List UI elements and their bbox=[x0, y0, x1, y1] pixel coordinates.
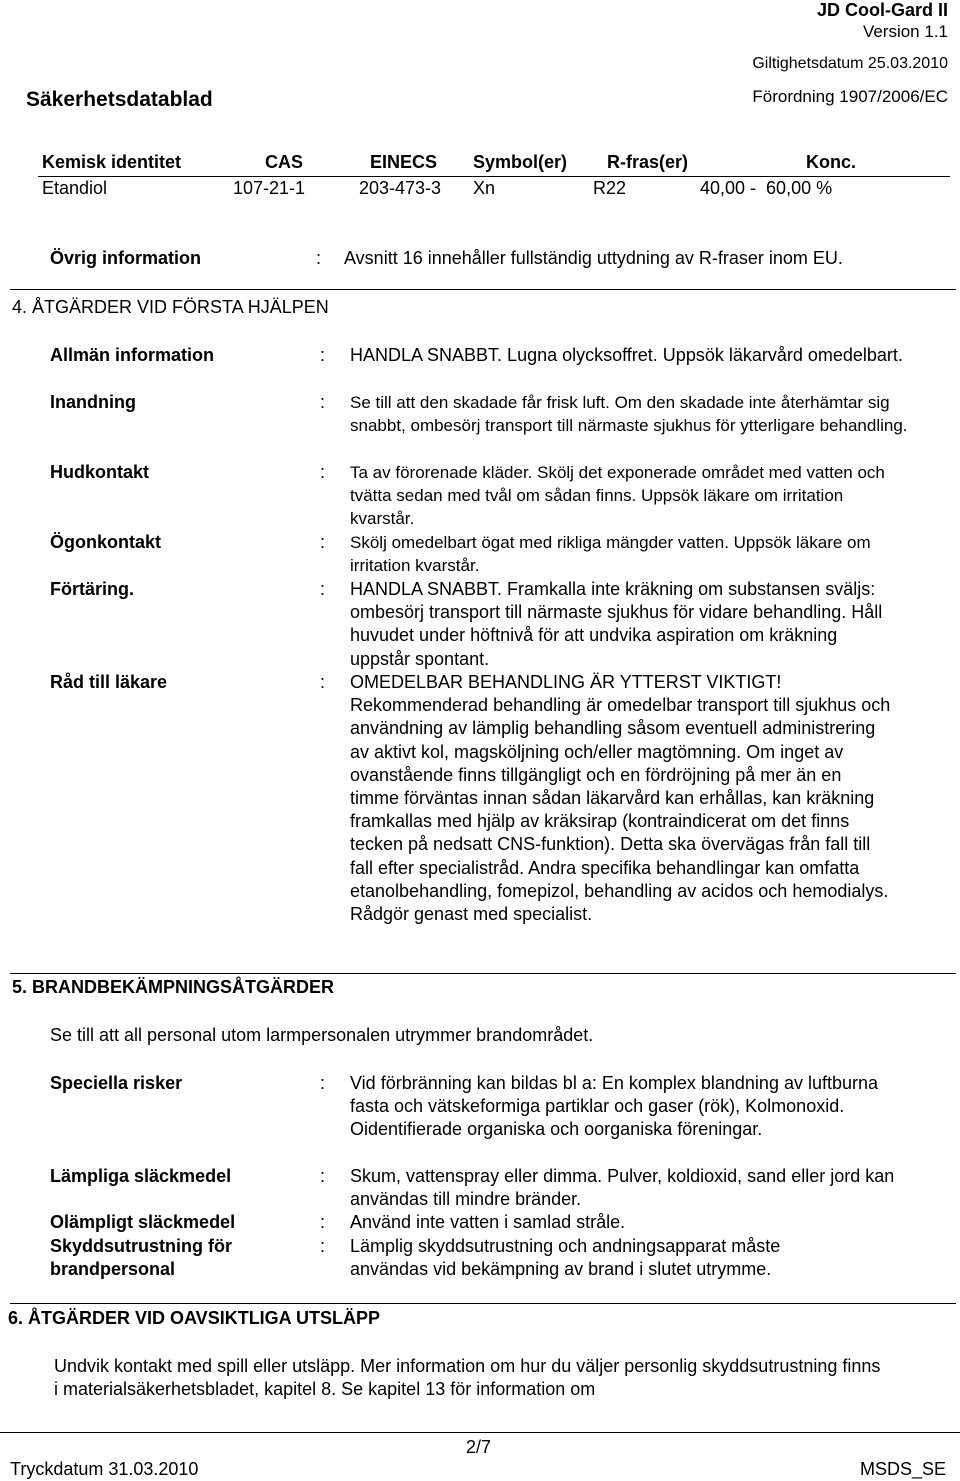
section6-text: Undvik kontakt med spill eller utsläpp. Mer information om hur du väljer personlig skyddsutrustning finns i materialsäkerhetsbladet, kapitel 8. Se kapitel 13 för information om bbox=[54, 1356, 881, 1400]
fire-text-suitable-media: Skum, vattenspray eller dimma. Pulver, koldioxid, sand eller jord kan användas till mindre bränder. bbox=[350, 1166, 895, 1210]
table-cell-identity: Etandiol bbox=[42, 178, 108, 198]
first-aid-colon: : bbox=[320, 462, 326, 482]
first-aid-label-inhalation: Inandning bbox=[50, 392, 136, 412]
table-divider bbox=[38, 176, 950, 177]
doc-title: Säkerhetsdatablad bbox=[26, 88, 213, 111]
section4-top-rule bbox=[10, 289, 956, 290]
first-aid-text-skin: Ta av förorenade kläder. Skölj det exponerade området med vatten och tvätta sedan med tvål om sådan finns. Uppsök läkare om irritation kvarstår. bbox=[350, 463, 885, 529]
fire-text-protective-equipment: Lämplig skyddsutrustning och andningsapparat måste användas vid bekämpning av brand i slutet utrymme. bbox=[350, 1236, 781, 1280]
first-aid-text-eye: Skölj omedelbart ögat med rikliga mängder vatten. Uppsök läkare om irritation kvarstår. bbox=[350, 533, 871, 576]
first-aid-label-physician: Råd till läkare bbox=[50, 672, 168, 692]
footer-rule bbox=[0, 1432, 960, 1433]
table-cell-einecs: 203-473-3 bbox=[359, 178, 442, 198]
first-aid-label-skin: Hudkontakt bbox=[50, 462, 149, 482]
fire-colon: : bbox=[320, 1073, 326, 1093]
table-header-symbol: Symbol(er) bbox=[473, 152, 568, 172]
print-date: Tryckdatum 31.03.2010 bbox=[10, 1459, 199, 1479]
first-aid-label-general: Allmän information bbox=[50, 345, 215, 365]
other-info-label: Övrig information bbox=[50, 248, 202, 268]
other-info-text: Avsnitt 16 innehåller fullständig uttydning av R-fraser inom EU. bbox=[344, 248, 843, 268]
table-header-identity: Kemisk identitet bbox=[42, 152, 182, 172]
table-cell-symbol: Xn bbox=[473, 178, 496, 198]
first-aid-colon: : bbox=[320, 392, 326, 412]
fire-text-unsuitable-media: Använd inte vatten i samlad stråle. bbox=[350, 1212, 626, 1232]
section5-title: 5. BRANDBEKÄMPNINGSÅTGÄRDER bbox=[12, 977, 335, 997]
page-number: 2/7 bbox=[466, 1437, 492, 1457]
fire-colon: : bbox=[320, 1166, 326, 1186]
fire-label-special-risks: Speciella risker bbox=[50, 1073, 183, 1093]
first-aid-label-ingestion: Förtäring. bbox=[50, 579, 134, 599]
table-header-cas: CAS bbox=[265, 152, 304, 172]
section4-title: 4. ÅTGÄRDER VID FÖRSTA HJÄLPEN bbox=[12, 297, 329, 317]
table-cell-rphrases: R22 bbox=[593, 178, 627, 198]
fire-colon: : bbox=[320, 1236, 326, 1256]
fire-label-unsuitable-media: Olämpligt släckmedel bbox=[50, 1212, 236, 1232]
section5-intro: Se till att all personal utom larmpersonalen utrymmer brandområdet. bbox=[50, 1025, 594, 1045]
section6-top-rule bbox=[10, 1303, 956, 1304]
version-label: Version 1.1 bbox=[862, 22, 948, 41]
other-info-colon: : bbox=[316, 248, 322, 268]
first-aid-text-ingestion: HANDLA SNABBT. Framkalla inte kräkning om substansen sväljs: ombesörj transport till närmaste sjukhus för vidare behandling. Håll huvudet under höftnivå för att undvika aspiration om kräkning uppstår spontant. bbox=[350, 579, 883, 669]
section6-title: 6. ÅTGÄRDER VID OAVSIKTLIGA UTSLÄPP bbox=[8, 1308, 381, 1328]
section5-top-rule bbox=[10, 973, 956, 974]
validity-date: Giltighetsdatum 25.03.2010 bbox=[752, 55, 948, 72]
first-aid-text-general: HANDLA SNABBT. Lugna olycksoffret. Uppsök läkarvård omedelbart. bbox=[350, 345, 903, 365]
product-name: JD Cool-Gard II bbox=[816, 0, 948, 20]
fire-label-suitable-media: Lämpliga släckmedel bbox=[50, 1166, 232, 1186]
regulation-label: Förordning 1907/2006/EC bbox=[752, 87, 948, 106]
fire-text-special-risks: Vid förbränning kan bildas bl a: En komplex blandning av luftburna fasta och vätskeformiga partiklar och gaser (rök), Kolmonoxid. Oidentifierade organiska och oorganiska föreningar. bbox=[350, 1073, 879, 1140]
table-header-conc: Konc. bbox=[806, 152, 857, 172]
first-aid-text-inhalation: Se till att den skadade får frisk luft. Om den skadade inte återhämtar sig snabbt, ombesörj transport till närmaste sjukhus för ytterligare behandling. bbox=[350, 393, 908, 436]
table-cell-conc: 40,00 - 60,00 % bbox=[700, 178, 833, 198]
table-header-einecs: EINECS bbox=[370, 152, 438, 172]
table-cell-cas: 107-21-1 bbox=[233, 178, 306, 198]
first-aid-text-physician: OMEDELBAR BEHANDLING ÄR YTTERST VIKTIGT! Rekommenderad behandling är omedelbar transport till sjukhus och användning av lämplig behandling såsom eventuell administrering av aktivt kol, magsköljning och/eller magtömning. Om inget av ovanstående finns tillgängligt och en fördröjning på mer än en timme förväntas innan sådan läkarvård kan erhållas, kan kräkning framkallas med hjälp av kräksirap (kontraindicerat om det finns tecken på nedsatt CNS-funktion). Detta ska övervägas från fall till fall efter specialistråd. Andra specifika behandlingar kan omfatta etanolbehandling, fomepizol, behandling av acidos och hemodialys. Rådgör genast med specialist. bbox=[350, 672, 891, 925]
first-aid-colon: : bbox=[320, 579, 326, 599]
fire-colon: : bbox=[320, 1212, 326, 1232]
first-aid-colon: : bbox=[320, 345, 326, 365]
table-header-rphrases: R-fras(er) bbox=[607, 152, 689, 172]
first-aid-label-eye: Ögonkontakt bbox=[50, 532, 161, 552]
first-aid-colon: : bbox=[320, 672, 326, 692]
first-aid-colon: : bbox=[320, 532, 326, 552]
doc-code: MSDS_SE bbox=[859, 1459, 946, 1479]
fire-label-protective-equipment: Skyddsutrustning för brandpersonal bbox=[50, 1236, 233, 1279]
